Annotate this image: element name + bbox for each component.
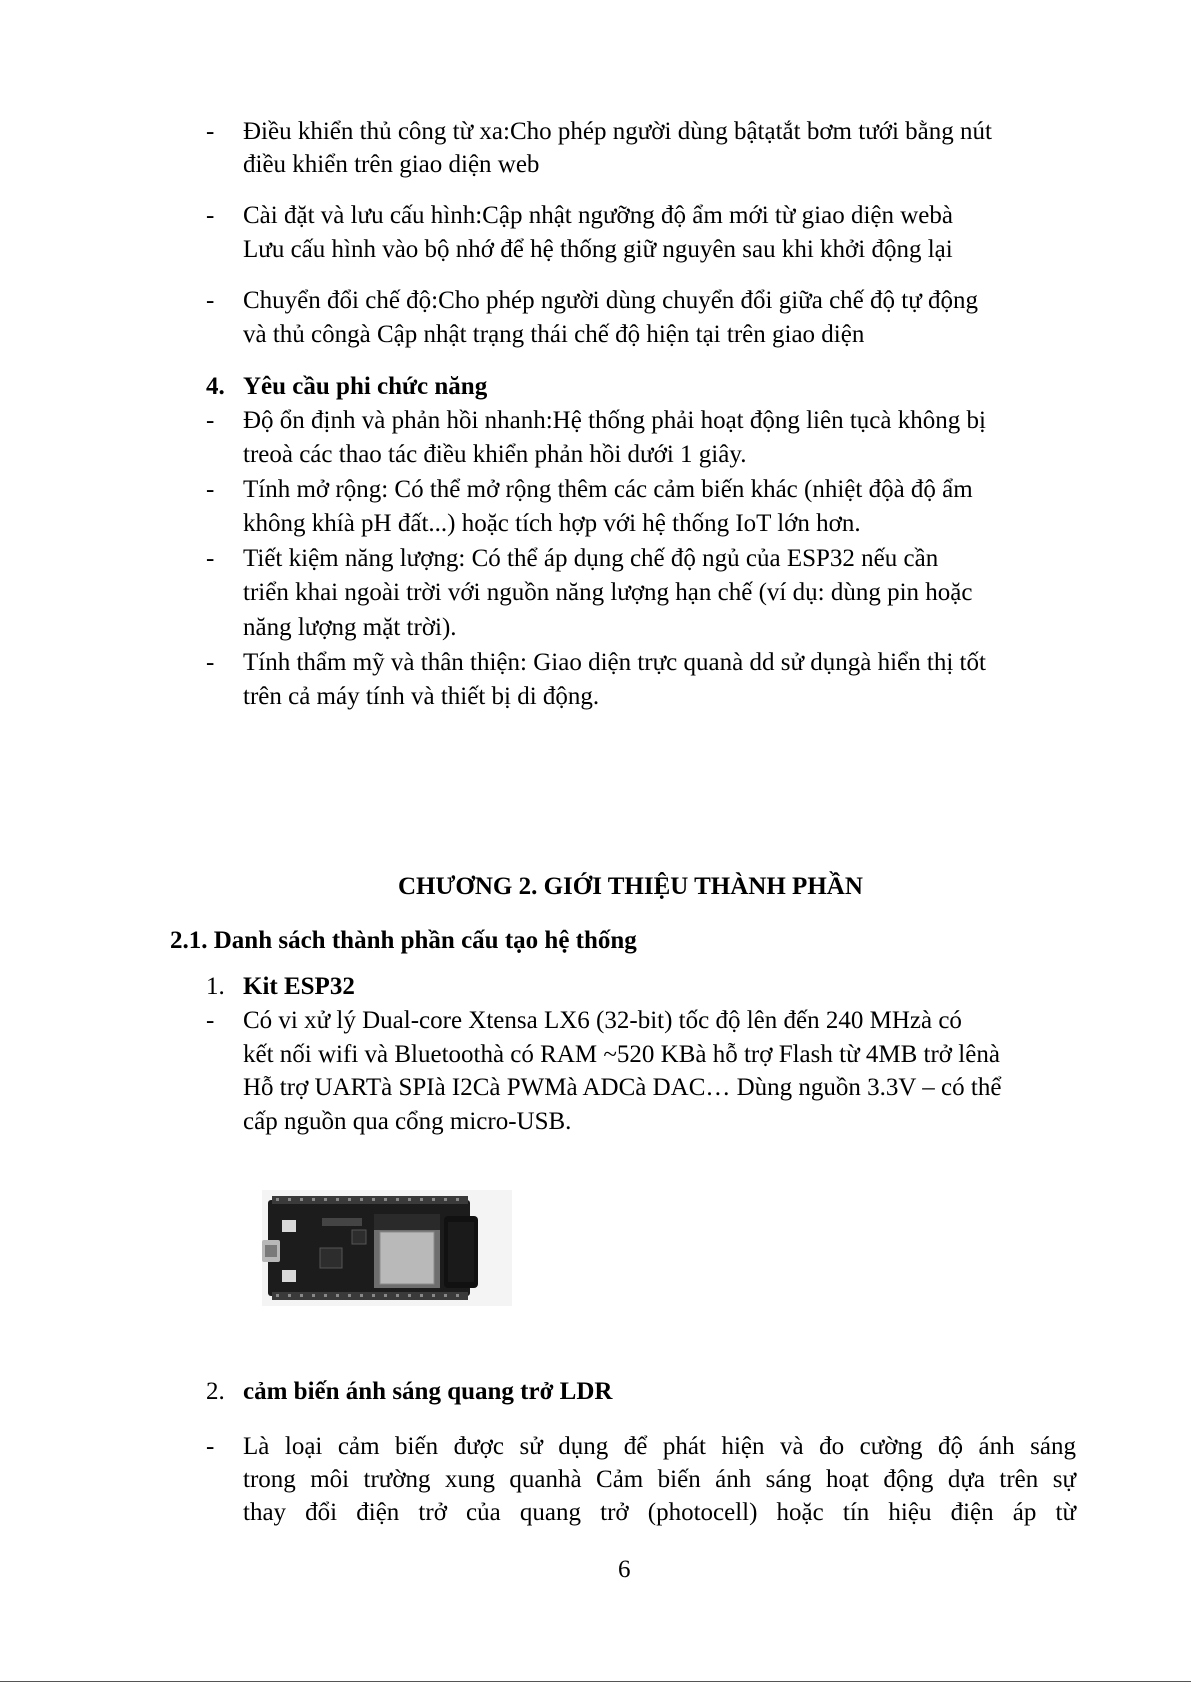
bullet-text-line: không khíà pH đất...) hoặc tích hợp với hệ thống IoT lớn hơn. bbox=[243, 510, 861, 537]
bullet-dash: - bbox=[206, 649, 215, 676]
bullet-dash: - bbox=[206, 407, 215, 434]
bottom-rule bbox=[0, 1681, 1191, 1682]
bullet-dash: - bbox=[206, 1007, 215, 1034]
bullet-text-line: Hỗ trợ UARTà SPIà I2Cà PWMà ADCà DAC… Dùng nguồn 3.3V – có thể bbox=[243, 1074, 1002, 1101]
bullet-dash: - bbox=[206, 1433, 215, 1460]
bullet-text-line: điều khiển trên giao diện web bbox=[243, 151, 540, 178]
bullet-text-line: Tính thẩm mỹ và thân thiện: Giao diện trực quanà dd sử dụngà hiển thị tốt bbox=[243, 649, 986, 676]
bullet-text-line: Chuyển đổi chế độ:Cho phép người dùng chuyển đổi giữa chế độ tự động bbox=[243, 287, 979, 314]
bullet-dash: - bbox=[206, 118, 215, 145]
bullet-text-line: cấp nguồn qua cổng micro-USB. bbox=[243, 1108, 572, 1135]
bullet-text-line: treoà các thao tác điều khiển phản hồi dưới 1 giây. bbox=[243, 441, 747, 468]
bullet-dash: - bbox=[206, 476, 215, 503]
bullet-text-line: năng lượng mặt trời). bbox=[243, 614, 457, 641]
bullet-text-line: và thủ côngà Cập nhật trạng thái chế độ hiện tại trên giao diện bbox=[243, 321, 865, 348]
esp32-board-image bbox=[262, 1190, 512, 1306]
bullet-text-line: kết nối wifi và Bluetoothà có RAM ~520 KBà hỗ trợ Flash từ 4MB trở lênà bbox=[243, 1041, 1000, 1068]
item-number: 1. bbox=[206, 973, 225, 1000]
bullet-text-line: Độ ổn định và phản hồi nhanh:Hệ thống phải hoạt động liên tụcà không bị bbox=[243, 407, 986, 434]
item-title: Kit ESP32 bbox=[243, 973, 355, 1000]
page-number: 6 bbox=[618, 1556, 631, 1583]
bullet-text-line: Tiết kiệm năng lượng: Có thể áp dụng chế độ ngủ của ESP32 nếu cần bbox=[243, 545, 939, 572]
bullet-dash: - bbox=[206, 545, 215, 572]
bullet-dash: - bbox=[206, 202, 215, 229]
section-4-number: 4. bbox=[206, 373, 225, 400]
bullet-text-line: Là loại cảm biến được sử dụng để phát hiện và đo cường độ ánh sáng bbox=[243, 1433, 1076, 1460]
section-heading: 2.1. Danh sách thành phần cấu tạo hệ thống bbox=[170, 927, 637, 954]
item-title: cảm biến ánh sáng quang trở LDR bbox=[243, 1378, 613, 1405]
bullet-text-line: Lưu cấu hình vào bộ nhớ để hệ thống giữ nguyên sau khi khởi động lại bbox=[243, 236, 953, 263]
bullet-text-line: Điều khiển thủ công từ xa:Cho phép người dùng bậtạtắt bơm tưới bằng nút bbox=[243, 118, 992, 145]
bullet-text-line: trên cả máy tính và thiết bị di động. bbox=[243, 683, 600, 710]
item-number: 2. bbox=[206, 1378, 225, 1405]
bullet-text-line: trong môi trường xung quanhà Cảm biến ánh sáng hoạt động dựa trên sự bbox=[243, 1466, 1076, 1493]
bullet-text-line: Tính mở rộng: Có thể mở rộng thêm các cảm biến khác (nhiệt độà độ ẩm bbox=[243, 476, 973, 503]
bullet-text-line: Có vi xử lý Dual-core Xtensa LX6 (32-bit) tốc độ lên đến 240 MHzà có bbox=[243, 1007, 962, 1034]
bullet-text-line: thay đổi điện trở của quang trở (photocell) hoặc tín hiệu điện áp từ bbox=[243, 1499, 1076, 1526]
chapter-title: CHƯƠNG 2. GIỚI THIỆU THÀNH PHẦN bbox=[398, 873, 863, 900]
bullet-text-line: triển khai ngoài trời với nguồn năng lượng hạn chế (ví dụ: dùng pin hoặc bbox=[243, 579, 973, 606]
bullet-dash: - bbox=[206, 287, 215, 314]
bullet-text-line: Cài đặt và lưu cấu hình:Cập nhật ngưỡng độ ẩm mới từ giao diện webà bbox=[243, 202, 953, 229]
section-4-title: Yêu cầu phi chức năng bbox=[243, 373, 488, 400]
